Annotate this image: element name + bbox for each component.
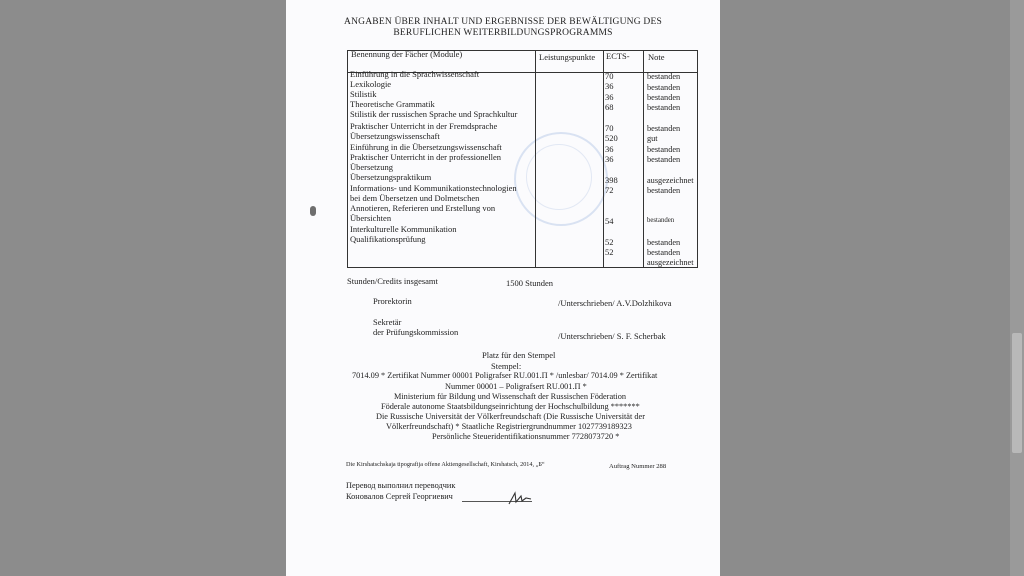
grade-note: bestanden xyxy=(647,217,675,224)
ects-credits: 520 xyxy=(605,133,618,143)
printer-info: Die Kirshatschskaja tipografija offene Aktiengesellschaft, Kirshatsch, 2014, „Б“ xyxy=(346,461,545,468)
subject-name: Theoretische Grammatik xyxy=(350,99,435,109)
stamp-text-line: Nummer 00001 – Poligrafsert RU.001.П * xyxy=(445,382,587,391)
grade-note: gut xyxy=(647,134,658,143)
subject-name: Übersichten xyxy=(350,213,392,223)
ects-credits: 70 xyxy=(605,71,614,81)
document-title-line-2: BERUFLICHEN WEITERBILDUNGSPROGRAMMS xyxy=(393,28,613,38)
ects-credits: 70 xyxy=(605,123,614,133)
grade-note: bestanden xyxy=(647,103,681,112)
stamp-text-line: 7014.09 * Zertifikat Nummer 00001 Poligrafser RU.001.П * /unlesbar/ 7014.09 * Zertifikat xyxy=(352,371,658,380)
grade-note: bestanden xyxy=(647,248,681,257)
table-column-divider xyxy=(535,50,536,268)
translator-line: Перевод выполнил переводчик xyxy=(346,481,456,490)
subject-name: Praktischer Unterricht in der professionellen xyxy=(350,152,502,162)
grade-note: bestanden xyxy=(647,145,681,154)
secretary-label: Sekretär xyxy=(373,317,402,327)
handwritten-signature xyxy=(508,490,532,506)
translator-name: Коновалов Сергей Георгиевич xyxy=(346,492,453,501)
grade-note: bestanden xyxy=(647,186,681,195)
table-header-note: Note xyxy=(648,52,665,62)
printer-order-number: Auftrag Nummer 288 xyxy=(609,463,667,470)
document-title-line-1: ANGABEN ÜBER INHALT UND ERGEBNISSE DER BEWÄLTIGUNG DES xyxy=(344,17,662,27)
stamp-place: Platz für den Stempel xyxy=(482,350,556,360)
ects-credits: 52 xyxy=(605,247,614,257)
subject-name: Stilistik xyxy=(350,89,377,99)
secretary-label: der Prüfungskommission xyxy=(373,327,459,337)
totals-value: 1500 Stunden xyxy=(506,278,553,288)
punch-hole xyxy=(310,206,316,216)
scrollbar-thumb[interactable] xyxy=(1012,333,1022,453)
left-background xyxy=(0,0,286,576)
table-header-points: Leistungspunkte xyxy=(539,52,596,62)
totals-label: Stunden/Credits insgesamt xyxy=(347,276,438,286)
stamp-label: Stempel: xyxy=(491,361,522,371)
grade-note: bestanden xyxy=(647,238,681,247)
stamp-text-line: Persönliche Steueridentifikationsnummer 7728073720 * xyxy=(432,432,620,441)
scrollbar-track[interactable] xyxy=(1010,0,1024,576)
ects-credits: 52 xyxy=(605,237,614,247)
ects-credits: 72 xyxy=(605,185,614,195)
subject-name: Einführung in die Sprachwissenschaft xyxy=(350,69,480,79)
table-header-subject: Benennung der Fächer (Module) xyxy=(351,49,463,59)
grade-note: ausgezeichnet xyxy=(647,176,694,185)
grade-note: ausgezeichnet xyxy=(647,258,694,267)
ects-credits: 36 xyxy=(605,81,614,91)
stamp-text-line: Die Russische Universität der Völkerfreundschaft (Die Russische Universität der xyxy=(376,412,645,421)
grade-note: bestanden xyxy=(647,155,681,164)
table-column-divider xyxy=(643,50,644,268)
grade-note: bestanden xyxy=(647,72,681,81)
ects-credits: 36 xyxy=(605,92,614,102)
subject-name: Annotieren, Referieren und Erstellung von xyxy=(350,203,496,213)
subject-name: bei dem Übersetzen und Dolmetschen xyxy=(350,193,480,203)
prorector-label: Prorektorin xyxy=(373,296,412,306)
subject-name: Lexikologie xyxy=(350,79,392,89)
subject-name: Praktischer Unterricht in der Fremdsprache xyxy=(350,121,498,131)
secretary-signature: /Unterschrieben/ S. F. Scherbak xyxy=(558,331,666,341)
stamp-text-line: Ministerium für Bildung und Wissenschaft der Russischen Föderation xyxy=(394,392,627,401)
grade-note: bestanden xyxy=(647,124,681,133)
table-header-ects: ECTS- xyxy=(606,51,630,61)
right-background xyxy=(720,0,1024,576)
ects-credits: 398 xyxy=(605,175,618,185)
prorector-signature: /Unterschrieben/ A.V.Dolzhikova xyxy=(558,298,672,308)
ects-credits: 68 xyxy=(605,102,614,112)
subject-name: Informations- und Kommunikationstechnologien xyxy=(350,183,517,193)
stamp-text-line: Völkerfreundschaft) * Staatliche Registriergrundnummer 1027739189323 xyxy=(386,422,632,431)
document-page xyxy=(286,0,720,576)
ects-credits: 36 xyxy=(605,154,614,164)
subject-name: Übersetzungswissenschaft xyxy=(350,131,440,141)
grade-note: bestanden xyxy=(647,83,681,92)
table-column-divider xyxy=(603,50,604,268)
grade-note: bestanden xyxy=(647,93,681,102)
subject-name: Einführung in die Übersetzungswissenschaft xyxy=(350,142,502,152)
subject-name: Qualifikationsprüfung xyxy=(350,234,426,244)
subject-name: Übersetzung xyxy=(350,162,393,172)
ects-credits: 54 xyxy=(605,216,614,226)
stamp-text-line: Föderale autonome Staatsbildungseinrichtung der Hochschulbildung ******* xyxy=(381,402,640,411)
ects-credits: 36 xyxy=(605,144,614,154)
subject-name: Interkulturelle Kommunikation xyxy=(350,224,457,234)
subject-name: Stilistik der russischen Sprache und Sprachkultur xyxy=(350,109,518,119)
subject-name: Übersetzungspraktikum xyxy=(350,172,432,182)
